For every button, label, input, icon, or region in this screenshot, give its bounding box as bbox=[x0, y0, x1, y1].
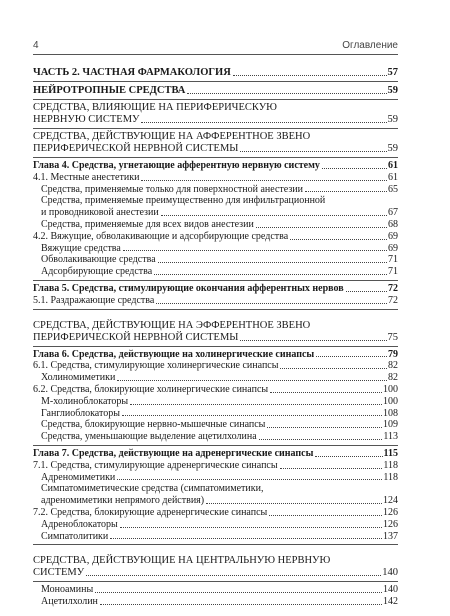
toc-entry-title: ЧАСТЬ 2. ЧАСТНАЯ ФАРМАКОЛОГИЯ bbox=[33, 67, 231, 78]
toc-entry-item[interactable] bbox=[33, 266, 398, 278]
section-divider bbox=[33, 445, 398, 446]
toc-entry-title: Обволакивающие средства bbox=[41, 254, 156, 266]
dot-leader bbox=[154, 274, 387, 275]
dot-leader bbox=[161, 215, 387, 216]
toc-entry-title: 7.1. Средства, стимулирующие адренергические синапсы bbox=[33, 459, 278, 471]
dot-leader bbox=[316, 356, 387, 357]
section-divider bbox=[33, 346, 398, 347]
toc-page-number: 59 bbox=[387, 85, 398, 96]
toc-entry-chapter[interactable] bbox=[33, 283, 398, 295]
toc-page-number: 75 bbox=[387, 331, 398, 343]
toc-entry-item[interactable] bbox=[33, 396, 398, 408]
toc-entry-row bbox=[33, 172, 398, 184]
toc-entry-title-line: Средства, применяемые преимущественно для инфильтрационной bbox=[41, 195, 326, 207]
toc-entry-title-line: СРЕДСТВА, ДЕЙСТВУЮЩИЕ НА ЭФФЕРЕНТНОЕ ЗВЕНО bbox=[33, 319, 311, 331]
toc-entry-row bbox=[33, 384, 398, 396]
toc-page-number: 137 bbox=[383, 530, 398, 542]
toc-entry-item[interactable] bbox=[33, 184, 398, 196]
toc-entry-title: адреномиметики непрямого действия) bbox=[41, 495, 205, 507]
toc-entry-title: Средства, уменьшающие выделение ацетилхолина bbox=[41, 431, 257, 443]
toc-entry-row bbox=[41, 419, 398, 431]
toc-page-number: 82 bbox=[388, 360, 398, 372]
toc-entry-chapter[interactable] bbox=[33, 349, 398, 361]
dot-leader bbox=[156, 303, 387, 304]
dot-leader bbox=[122, 415, 382, 416]
toc-entry-title-line: Симпатомиметические средства (симпатомиметики, bbox=[41, 483, 264, 495]
dot-leader bbox=[123, 250, 387, 251]
toc-entry-row bbox=[33, 283, 398, 295]
toc-entry-title: Адреномиметики bbox=[41, 471, 116, 483]
toc-page-number: 68 bbox=[388, 218, 398, 230]
toc-entry-title: НЕЙРОТРОПНЫЕ СРЕДСТВА bbox=[33, 85, 186, 96]
toc-entry-title: Глава 6. Средства, действующие на холинергические синапсы bbox=[33, 348, 315, 360]
toc-entry-item[interactable] bbox=[33, 483, 398, 507]
toc-entry-title: НЕРВНУЮ СИСТЕМУ bbox=[33, 114, 140, 125]
toc-entry-sub[interactable] bbox=[33, 507, 398, 519]
dot-leader bbox=[305, 191, 387, 192]
toc-entry-row bbox=[41, 372, 398, 384]
toc-page-number: 79 bbox=[388, 348, 398, 360]
toc-entry-chapter[interactable] bbox=[33, 160, 398, 172]
toc-entry-part[interactable] bbox=[33, 84, 398, 97]
toc-entry-sub[interactable] bbox=[33, 295, 398, 307]
section-divider bbox=[33, 544, 398, 545]
toc-entry-item[interactable] bbox=[33, 531, 398, 543]
dot-leader bbox=[158, 262, 387, 263]
toc-entry-item[interactable] bbox=[33, 431, 398, 443]
toc-entry-sub[interactable] bbox=[33, 460, 398, 472]
toc-entry-title: Средства, применяемые только для поверхностной анестезии bbox=[41, 183, 303, 195]
dot-leader bbox=[187, 93, 386, 94]
toc-page-number: 113 bbox=[383, 431, 398, 443]
toc-entry-row bbox=[33, 160, 398, 172]
dot-leader bbox=[86, 575, 381, 576]
toc-entry-item[interactable] bbox=[33, 195, 398, 219]
toc-entry-section[interactable] bbox=[33, 555, 398, 579]
toc-entry-title: 5.1. Раздражающие средства bbox=[33, 294, 155, 306]
toc-entry-title: М-холиноблокаторы bbox=[41, 395, 129, 407]
toc-entry-section[interactable] bbox=[33, 131, 398, 155]
toc-page-number: 109 bbox=[383, 419, 398, 431]
toc-entry-row bbox=[33, 332, 398, 344]
toc-page-number: 124 bbox=[383, 495, 398, 507]
toc-entry-title: Адреноблокаторы bbox=[41, 518, 118, 530]
toc-entry-title-line: СРЕДСТВА, ДЕЙСТВУЮЩИЕ НА АФФЕРЕНТНОЕ ЗВЕНО bbox=[33, 131, 311, 142]
dot-leader bbox=[290, 239, 387, 240]
toc-entry-item[interactable] bbox=[33, 519, 398, 531]
toc-page-number: 82 bbox=[388, 372, 398, 384]
toc-entry-row bbox=[41, 431, 398, 443]
toc-page-number: 67 bbox=[388, 207, 398, 219]
section-divider bbox=[33, 309, 398, 310]
toc-entry-sub[interactable] bbox=[33, 172, 398, 184]
dot-leader bbox=[110, 538, 382, 539]
toc-entry-row bbox=[41, 408, 398, 420]
toc-entry-title: Глава 7. Средства, действующие на адренергические синапсы bbox=[33, 447, 314, 459]
toc-page-number: 142 bbox=[383, 596, 398, 608]
toc-page-number: 115 bbox=[383, 447, 398, 459]
toc-entry-title: Холиномиметики bbox=[41, 372, 116, 384]
toc-entry-row bbox=[41, 584, 398, 596]
toc-entry-chapter[interactable] bbox=[33, 448, 398, 460]
toc-entry-item[interactable] bbox=[33, 584, 398, 596]
dot-leader bbox=[240, 340, 386, 341]
toc-page-number: 108 bbox=[383, 407, 398, 419]
dot-leader bbox=[240, 151, 386, 152]
toc-entry-row bbox=[41, 219, 398, 231]
toc-entry-title: Глава 4. Средства, угнетающие афферентную нервную систему bbox=[33, 160, 320, 171]
toc-entry-row bbox=[33, 460, 398, 472]
toc-page-number: 65 bbox=[388, 183, 398, 195]
toc-entry-row bbox=[33, 360, 398, 372]
section-divider bbox=[33, 157, 398, 158]
section-divider bbox=[33, 280, 398, 281]
toc-entry-row bbox=[33, 84, 398, 97]
dot-leader bbox=[120, 527, 382, 528]
toc-entry-row bbox=[41, 596, 398, 608]
toc-entry-item[interactable] bbox=[33, 372, 398, 384]
toc-entry-title-line: СРЕДСТВА, ВЛИЯЮЩИЕ НА ПЕРИФЕРИЧЕСКУЮ bbox=[33, 102, 277, 113]
toc-entry-title: Вяжущие средства bbox=[41, 242, 121, 254]
toc-page-number: 59 bbox=[387, 114, 398, 125]
toc-entry-row bbox=[33, 349, 398, 361]
dot-leader bbox=[270, 392, 382, 393]
toc-page-number: 61 bbox=[388, 160, 398, 171]
toc-entry-title: ПЕРИФЕРИЧЕСКОЙ НЕРВНОЙ СИСТЕМЫ bbox=[33, 331, 239, 343]
toc-page-number: 61 bbox=[388, 171, 398, 183]
toc-entry-title: и проводниковой анестезии bbox=[41, 207, 159, 219]
toc-entry-row bbox=[41, 531, 398, 543]
table-of-contents bbox=[33, 66, 398, 608]
toc-entry-row bbox=[33, 567, 398, 579]
dot-leader bbox=[259, 439, 383, 440]
toc-entry-row bbox=[33, 143, 398, 155]
toc-entry-row bbox=[33, 295, 398, 307]
toc-page-number: 69 bbox=[388, 230, 398, 242]
toc-page-number: 126 bbox=[383, 518, 398, 530]
toc-page-number: 140 bbox=[383, 584, 398, 596]
toc-entry-title: СИСТЕМУ bbox=[33, 567, 85, 579]
toc-entry-item[interactable] bbox=[33, 408, 398, 420]
toc-entry-title: 6.2. Средства, блокирующие холинергические синапсы bbox=[33, 383, 269, 395]
toc-page-number: 59 bbox=[387, 143, 398, 154]
toc-entry-item[interactable] bbox=[33, 419, 398, 431]
toc-page-number: 71 bbox=[388, 266, 398, 278]
toc-entry-title: Средства, применяемые для всех видов анестезии bbox=[41, 218, 254, 230]
section-divider bbox=[33, 99, 398, 100]
toc-entry-row bbox=[41, 472, 398, 484]
toc-entry-section[interactable] bbox=[33, 320, 398, 344]
dot-leader bbox=[267, 427, 382, 428]
section-divider bbox=[33, 81, 398, 82]
toc-page-number: 118 bbox=[383, 459, 398, 471]
toc-entry-row bbox=[41, 254, 398, 266]
toc-entry-title: Ацетилхолин bbox=[41, 596, 98, 608]
dot-leader bbox=[95, 592, 382, 593]
dot-leader bbox=[315, 456, 382, 457]
dot-leader bbox=[141, 122, 386, 123]
running-title: Оглавление bbox=[342, 40, 398, 51]
dot-leader bbox=[117, 380, 387, 381]
toc-page-number: 72 bbox=[388, 294, 398, 306]
toc-entry-item[interactable] bbox=[33, 596, 398, 608]
toc-entry-title: ПЕРИФЕРИЧЕСКОЙ НЕРВНОЙ СИСТЕМЫ bbox=[33, 143, 239, 154]
toc-page-number: 100 bbox=[383, 395, 398, 407]
toc-entry-row bbox=[41, 396, 398, 408]
toc-entry-row bbox=[41, 266, 398, 278]
dot-leader bbox=[346, 291, 387, 292]
dot-leader bbox=[100, 604, 382, 605]
toc-entry-row bbox=[33, 231, 398, 243]
toc-entry-row bbox=[33, 448, 398, 460]
toc-page-number: 71 bbox=[388, 254, 398, 266]
toc-entry-title: 4.2. Вяжущие, обволакивающие и адсорбирующие средства bbox=[33, 230, 289, 242]
dot-leader bbox=[280, 468, 383, 469]
toc-page-number: 118 bbox=[383, 471, 398, 483]
toc-entry-row bbox=[33, 507, 398, 519]
toc-page-number: 100 bbox=[383, 383, 398, 395]
toc-entry-title: 4.1. Местные анестетики bbox=[33, 171, 140, 183]
toc-entry-row bbox=[41, 184, 398, 196]
toc-entry-item[interactable] bbox=[33, 219, 398, 231]
dot-leader bbox=[117, 479, 382, 480]
dot-leader bbox=[322, 168, 387, 169]
toc-entry-title: 7.2. Средства, блокирующие адренергические синапсы bbox=[33, 506, 268, 518]
toc-entry-item[interactable] bbox=[33, 472, 398, 484]
toc-entry-row bbox=[41, 519, 398, 531]
section-divider bbox=[33, 581, 398, 582]
toc-entry-title: Адсорбирующие средства bbox=[41, 266, 153, 278]
dot-leader bbox=[233, 75, 387, 76]
toc-entry-item[interactable] bbox=[33, 243, 398, 255]
toc-page-number: 140 bbox=[382, 567, 398, 579]
toc-entry-item[interactable] bbox=[33, 254, 398, 266]
toc-entry-part[interactable] bbox=[33, 66, 398, 79]
dot-leader bbox=[206, 503, 382, 504]
section-gap bbox=[33, 312, 398, 320]
toc-entry-title: 6.1. Средства, стимулирующие холинергические синапсы bbox=[33, 360, 279, 372]
toc-entry-title: Симпатолитики bbox=[41, 530, 109, 542]
page-number: 4 bbox=[33, 40, 39, 51]
dot-leader bbox=[269, 515, 382, 516]
toc-entry-title-line: СРЕДСТВА, ДЕЙСТВУЮЩИЕ НА ЦЕНТРАЛЬНУЮ НЕРВНУЮ bbox=[33, 555, 331, 567]
dot-leader bbox=[130, 404, 382, 405]
toc-page-number: 57 bbox=[387, 67, 398, 78]
toc-entry-sub[interactable] bbox=[33, 360, 398, 372]
toc-entry-row bbox=[33, 66, 398, 79]
toc-entry-row bbox=[33, 114, 398, 126]
toc-page-number: 69 bbox=[388, 242, 398, 254]
toc-entry-section[interactable] bbox=[33, 102, 398, 126]
dot-leader bbox=[280, 368, 387, 369]
running-header bbox=[33, 40, 398, 55]
toc-entry-sub[interactable] bbox=[33, 384, 398, 396]
toc-entry-row bbox=[41, 207, 398, 219]
toc-entry-row bbox=[41, 495, 398, 507]
toc-entry-sub[interactable] bbox=[33, 231, 398, 243]
toc-entry-title: Средства, блокирующие нервно-мышечные синапсы bbox=[41, 419, 266, 431]
toc-entry-row bbox=[41, 243, 398, 255]
dot-leader bbox=[141, 180, 387, 181]
toc-entry-title: Моноамины bbox=[41, 584, 94, 596]
toc-entry-title: Ганглиоблокаторы bbox=[41, 407, 120, 419]
toc-page-number: 72 bbox=[388, 282, 398, 294]
toc-entry-title: Глава 5. Средства, стимулирующие окончания афферентных нервов bbox=[33, 282, 344, 294]
section-divider bbox=[33, 128, 398, 129]
toc-page-number: 126 bbox=[383, 506, 398, 518]
dot-leader bbox=[256, 227, 387, 228]
